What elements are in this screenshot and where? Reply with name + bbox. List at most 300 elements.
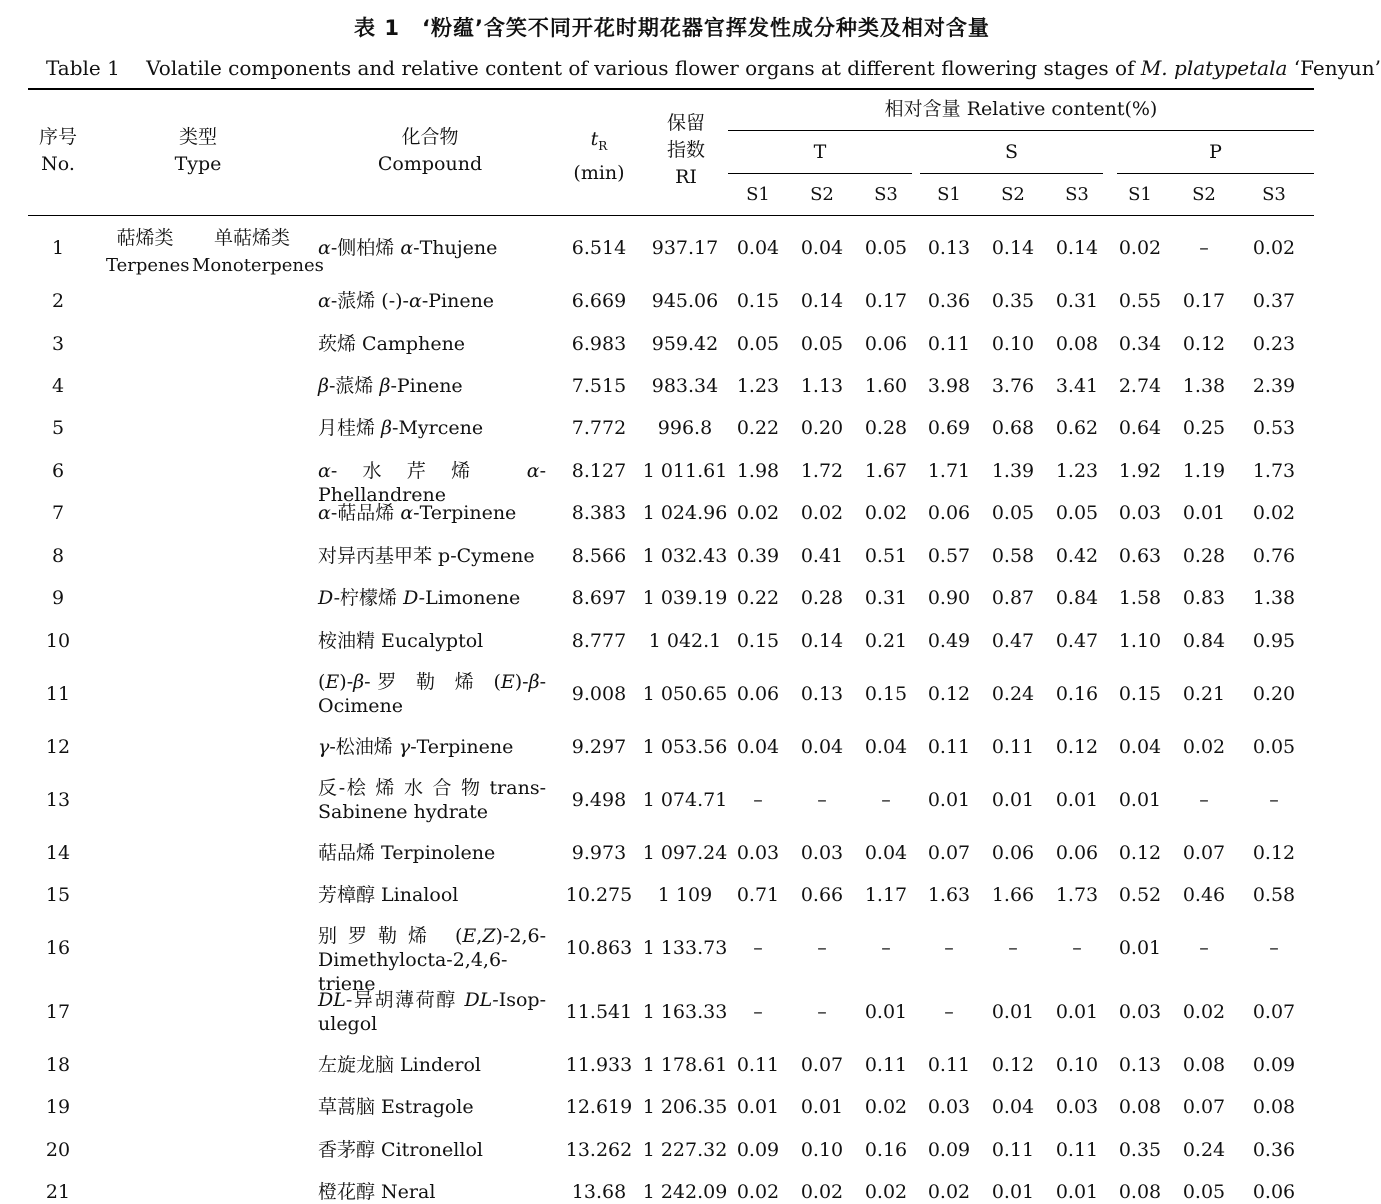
compound-name-line1: α-水芹烯 α-Phellandrene: [318, 460, 546, 506]
relative-content-value: –: [944, 1001, 954, 1023]
relative-content-value: 0.28: [1182, 545, 1226, 567]
relative-content-value: 1.19: [1182, 460, 1226, 482]
compound-name: [318, 1138, 546, 1162]
relative-content-value: 0.03: [736, 842, 780, 864]
type-level1-cn: 萜烯类: [116, 227, 174, 249]
row-number: 7: [51, 502, 65, 524]
relative-content-value: 0.64: [1118, 417, 1162, 439]
relative-content-value: 0.08: [1118, 1096, 1162, 1118]
row-number: 19: [45, 1096, 71, 1118]
retention-index: 1 039.19: [642, 587, 728, 609]
header-no: [28, 124, 88, 178]
relative-content-value: 0.14: [1055, 237, 1099, 259]
relative-content-value: 0.15: [736, 630, 780, 652]
compound-name: [318, 1095, 546, 1119]
retention-index: 1 163.33: [642, 1001, 728, 1023]
relative-content-value: –: [817, 937, 827, 959]
relative-content-value: 0.02: [800, 1181, 844, 1203]
header-compound: [350, 124, 510, 178]
relative-content-value: 0.02: [736, 1181, 780, 1203]
relative-content-value: 0.03: [1055, 1096, 1099, 1118]
compound-name: [318, 776, 546, 824]
relative-content-value: 0.20: [1252, 683, 1296, 705]
relative-content-value: 0.01: [1118, 937, 1162, 959]
relative-content-value: –: [1199, 789, 1209, 811]
compound-name-line1: α-侧柏烯 α-Thujene: [318, 237, 498, 259]
row-number: 21: [45, 1181, 71, 1203]
relative-content-value: 0.11: [991, 1139, 1035, 1161]
caption-en-prefix: Table 1 Volatile components and relative content of various flower organs at different flowering stages of: [46, 56, 1141, 80]
relative-content-value: 1.73: [1055, 884, 1099, 906]
compound-name: [318, 670, 546, 718]
relative-content-value: –: [817, 789, 827, 811]
header-stage-p-s3: S3: [1262, 184, 1286, 205]
header-subrule-group-p: [1117, 173, 1314, 174]
table-caption-en: [46, 52, 1381, 81]
row-number: 14: [45, 842, 71, 864]
relative-content-value: 0.34: [1118, 333, 1162, 355]
retention-time: 10.863: [565, 937, 633, 959]
compound-name-line1: 反-桧 烯 水 合 物 trans-: [318, 777, 546, 799]
relative-content-value: 0.11: [736, 1054, 780, 1076]
relative-content-value: 0.31: [864, 587, 908, 609]
relative-content-value: 0.12: [1182, 333, 1226, 355]
compound-name-line1: 萜品烯 Terpinolene: [318, 842, 496, 864]
relative-content-value: 0.66: [800, 884, 844, 906]
relative-content-value: 0.11: [991, 736, 1035, 758]
table-header-rule: [28, 215, 1314, 216]
relative-content-value: 1.63: [927, 884, 971, 906]
header-retention-time: [562, 126, 636, 187]
relative-content-value: 0.05: [1182, 1181, 1226, 1203]
row-number: 4: [51, 375, 65, 397]
relative-content-value: 0.08: [1118, 1181, 1162, 1203]
relative-content-value: 0.31: [1055, 290, 1099, 312]
header-ri-l2: 指数: [666, 139, 705, 161]
row-number: 5: [51, 417, 65, 439]
relative-content-value: 1.71: [927, 460, 971, 482]
retention-time: 12.619: [565, 1096, 633, 1118]
relative-content-value: 0.04: [800, 736, 844, 758]
relative-content-value: 0.76: [1252, 545, 1296, 567]
relative-content-value: 0.11: [864, 1054, 908, 1076]
relative-content-value: 0.06: [736, 683, 780, 705]
compound-name-line1: D-柠檬烯 D-Limonene: [318, 587, 521, 609]
relative-content-value: 1.73: [1252, 460, 1296, 482]
relative-content-value: 0.15: [1118, 683, 1162, 705]
compound-name: [318, 629, 546, 653]
relative-content-value: 0.02: [927, 1181, 971, 1203]
retention-time: 13.262: [565, 1139, 633, 1161]
type-level2-cn: 单萜烯类: [213, 227, 290, 249]
retention-index: 1 109: [657, 884, 713, 906]
retention-index: 1 097.24: [642, 842, 728, 864]
relative-content-value: 1.39: [991, 460, 1035, 482]
row-number: 3: [51, 333, 65, 355]
relative-content-value: 0.55: [1118, 290, 1162, 312]
type-level2-en: Monoterpenes: [192, 255, 324, 276]
retention-time: 6.669: [571, 290, 627, 312]
compound-name-line1: 香茅醇 Citronellol: [318, 1139, 483, 1161]
relative-content-value: 0.04: [736, 736, 780, 758]
retention-time: 8.383: [571, 502, 627, 524]
relative-content-value: 0.04: [991, 1096, 1035, 1118]
retention-index: 1 206.35: [642, 1096, 728, 1118]
compound-name: [318, 1053, 546, 1077]
relative-content-value: 0.95: [1252, 630, 1296, 652]
relative-content-value: 0.35: [991, 290, 1035, 312]
relative-content-value: 1.92: [1118, 460, 1162, 482]
retention-time: 6.514: [571, 237, 627, 259]
relative-content-value: 0.47: [1055, 630, 1099, 652]
relative-content-value: 0.05: [991, 502, 1035, 524]
compound-name-line1: 莰烯 Camphene: [318, 333, 466, 355]
retention-index: 945.06: [651, 290, 719, 312]
retention-index: 1 227.32: [642, 1139, 728, 1161]
retention-index: 1 133.73: [642, 937, 728, 959]
relative-content-value: 2.74: [1118, 375, 1162, 397]
row-number: 20: [45, 1139, 71, 1161]
relative-content-value: 0.12: [1055, 736, 1099, 758]
relative-content-value: 0.87: [991, 587, 1035, 609]
compound-name-line1: α-萜品烯 α-Terpinene: [318, 502, 517, 524]
compound-name: [318, 586, 546, 610]
compound-name-line1: 月桂烯 β-Myrcene: [318, 417, 484, 439]
relative-content-value: 0.05: [800, 333, 844, 355]
relative-content-value: 0.01: [1055, 789, 1099, 811]
compound-name: [318, 289, 546, 313]
relative-content-value: 0.52: [1118, 884, 1162, 906]
header-group-s: S: [1004, 141, 1019, 163]
relative-content-value: 0.04: [736, 237, 780, 259]
relative-content-value: 0.11: [927, 333, 971, 355]
relative-content-value: 0.09: [1252, 1054, 1296, 1076]
relative-content-value: 0.01: [1182, 502, 1226, 524]
type-level1-en: Terpenes: [106, 255, 190, 276]
relative-content-value: 0.83: [1182, 587, 1226, 609]
relative-content-value: 1.23: [1055, 460, 1099, 482]
compound-name: [318, 374, 546, 398]
relative-content-value: 0.22: [736, 587, 780, 609]
header-stage-p-s2: S2: [1192, 184, 1216, 205]
relative-content-value: 0.09: [736, 1139, 780, 1161]
relative-content-value: 0.09: [927, 1139, 971, 1161]
relative-content-value: 0.11: [927, 736, 971, 758]
compound-name: [318, 544, 546, 568]
relative-content-value: 1.13: [800, 375, 844, 397]
header-type: [140, 124, 256, 178]
relative-content-value: 0.01: [1055, 1001, 1099, 1023]
relative-content-value: 0.15: [736, 290, 780, 312]
compound-name: [318, 1180, 546, 1204]
relative-content-value: 0.01: [800, 1096, 844, 1118]
row-number: 6: [51, 460, 65, 482]
retention-index: 1 024.96: [642, 502, 728, 524]
relative-content-value: 0.05: [1055, 502, 1099, 524]
header-group-p: P: [1209, 141, 1222, 163]
relative-content-value: 0.07: [1252, 1001, 1296, 1023]
relative-content-value: –: [753, 1001, 763, 1023]
relative-content-value: 0.12: [1118, 842, 1162, 864]
relative-content-value: 0.02: [1252, 237, 1296, 259]
relative-content-value: 0.03: [927, 1096, 971, 1118]
header-ri-l3: RI: [675, 166, 697, 188]
relative-content-value: 0.07: [1182, 842, 1226, 864]
type-level1: [106, 225, 190, 279]
retention-time: 9.498: [571, 789, 627, 811]
relative-content-value: –: [1072, 937, 1082, 959]
relative-content-value: 0.57: [927, 545, 971, 567]
retention-index: 1 011.61: [642, 460, 728, 482]
compound-name: [318, 459, 546, 507]
relative-content-value: –: [817, 1001, 827, 1023]
retention-index: 1 074.71: [642, 789, 728, 811]
relative-content-value: 0.36: [1252, 1139, 1296, 1161]
header-tr-sub: R: [598, 138, 608, 153]
relative-content-value: 0.03: [800, 842, 844, 864]
retention-index: 1 053.56: [642, 736, 728, 758]
table-top-rule: [28, 88, 1314, 90]
relative-content-value: 0.39: [736, 545, 780, 567]
relative-content-value: 0.01: [864, 1001, 908, 1023]
header-ri: [644, 110, 728, 191]
relative-content-value: 1.66: [991, 884, 1035, 906]
relative-content-value: 0.69: [927, 417, 971, 439]
relative-content-value: 0.25: [1182, 417, 1226, 439]
relative-content-value: 0.01: [736, 1096, 780, 1118]
relative-content-value: 0.35: [1118, 1139, 1162, 1161]
row-number: 18: [45, 1054, 71, 1076]
relative-content-value: 1.72: [800, 460, 844, 482]
relative-content-value: 0.10: [991, 333, 1035, 355]
compound-name: [318, 735, 546, 759]
relative-content-value: 0.16: [1055, 683, 1099, 705]
compound-name: [318, 332, 546, 356]
relative-content-value: 0.04: [864, 842, 908, 864]
relative-content-value: 0.01: [991, 1181, 1035, 1203]
header-stage-t-s1: S1: [746, 184, 770, 205]
relative-content-value: 0.58: [1252, 884, 1296, 906]
relative-content-value: 1.98: [736, 460, 780, 482]
compound-name-line1: 桉油精 Eucalyptol: [318, 630, 484, 652]
compound-name-line2: ulegol: [318, 1013, 378, 1035]
relative-content-value: 0.13: [1118, 1054, 1162, 1076]
compound-name-line1: 橙花醇 Neral: [318, 1181, 436, 1203]
row-number: 13: [45, 789, 71, 811]
retention-time: 10.275: [565, 884, 633, 906]
retention-index: 959.42: [651, 333, 719, 355]
relative-content-value: 0.13: [800, 683, 844, 705]
relative-content-value: 0.03: [1118, 502, 1162, 524]
retention-index: 1 032.43: [642, 545, 728, 567]
relative-content-value: 0.12: [927, 683, 971, 705]
relative-content-value: 3.41: [1055, 375, 1099, 397]
relative-content-value: 0.07: [927, 842, 971, 864]
relative-content-value: 0.14: [991, 237, 1035, 259]
relative-content-value: 0.16: [864, 1139, 908, 1161]
retention-time: 6.983: [571, 333, 627, 355]
relative-content-value: 0.21: [864, 630, 908, 652]
header-stage-p-s1: S1: [1128, 184, 1152, 205]
relative-content-value: 0.02: [1182, 1001, 1226, 1023]
relative-content-value: 0.08: [1182, 1054, 1226, 1076]
retention-time: 11.933: [565, 1054, 633, 1076]
caption-species: M. platypetala: [1140, 56, 1288, 80]
relative-content-value: 0.51: [864, 545, 908, 567]
relative-content-value: 1.67: [864, 460, 908, 482]
type-level2: [192, 225, 324, 279]
relative-content-value: 0.02: [864, 1096, 908, 1118]
header-subrule-group-s: [920, 173, 1103, 174]
relative-content-value: –: [944, 937, 954, 959]
compound-name-line1: γ-松油烯 γ-Terpinene: [318, 736, 514, 758]
header-subrule-relative: [728, 130, 1314, 131]
relative-content-value: 0.07: [1182, 1096, 1226, 1118]
relative-content-value: 0.08: [1252, 1096, 1296, 1118]
row-number: 16: [45, 937, 71, 959]
relative-content-value: 1.38: [1182, 375, 1226, 397]
retention-time: 9.297: [571, 736, 627, 758]
row-number: 10: [45, 630, 71, 652]
relative-content-value: 0.04: [1118, 736, 1162, 758]
row-number: 17: [45, 1001, 71, 1023]
header-group-t: T: [813, 141, 827, 163]
relative-content-value: 0.06: [1252, 1181, 1296, 1203]
header-tr-unit: (min): [573, 161, 625, 184]
header-relative-content: 相对含量 Relative content(%): [884, 98, 1158, 120]
retention-time: 7.772: [571, 417, 627, 439]
relative-content-value: 0.42: [1055, 545, 1099, 567]
relative-content-value: 1.60: [864, 375, 908, 397]
relative-content-value: 0.04: [800, 237, 844, 259]
relative-content-value: 0.20: [800, 417, 844, 439]
relative-content-value: 0.06: [991, 842, 1035, 864]
header-stage-s-s2: S2: [1001, 184, 1025, 205]
relative-content-value: –: [1269, 937, 1279, 959]
retention-time: 8.777: [571, 630, 627, 652]
header-no-en: No.: [41, 153, 75, 175]
relative-content-value: 0.36: [927, 290, 971, 312]
relative-content-value: 0.15: [864, 683, 908, 705]
retention-time: 13.68: [571, 1181, 627, 1203]
compound-name-line1: 别罗勒烯 (E,Z)-2,6-: [318, 925, 546, 947]
header-type-en: Type: [174, 153, 222, 175]
row-number: 8: [51, 545, 65, 567]
relative-content-value: 0.10: [1055, 1054, 1099, 1076]
retention-time: 9.973: [571, 842, 627, 864]
compound-name-line1: 草蒿脑 Estragole: [318, 1096, 474, 1118]
compound-name: [318, 236, 546, 260]
relative-content-value: 0.02: [1182, 736, 1226, 758]
compound-name-line1: 对异丙基甲苯 p-Cymene: [318, 545, 535, 567]
relative-content-value: 0.17: [864, 290, 908, 312]
retention-time: 8.127: [571, 460, 627, 482]
relative-content-value: 0.68: [991, 417, 1035, 439]
relative-content-value: 0.53: [1252, 417, 1296, 439]
relative-content-value: 1.17: [864, 884, 908, 906]
relative-content-value: 3.98: [927, 375, 971, 397]
relative-content-value: 1.58: [1118, 587, 1162, 609]
relative-content-value: 0.90: [927, 587, 971, 609]
relative-content-value: –: [1199, 237, 1209, 259]
relative-content-value: 0.46: [1182, 884, 1226, 906]
retention-time: 7.515: [571, 375, 627, 397]
compound-name-line1: (E)-β-罗 勒 烯 (E)-β-: [318, 671, 546, 693]
compound-name: [318, 883, 546, 907]
relative-content-value: 0.58: [991, 545, 1035, 567]
relative-content-value: 0.05: [736, 333, 780, 355]
retention-time: 8.697: [571, 587, 627, 609]
header-stage-s-s3: S3: [1065, 184, 1089, 205]
relative-content-value: 0.06: [927, 502, 971, 524]
relative-content-value: –: [1008, 937, 1018, 959]
relative-content-value: 0.02: [1252, 502, 1296, 524]
header-no-cn: 序号: [38, 126, 77, 148]
row-number: 12: [45, 736, 71, 758]
relative-content-value: –: [753, 937, 763, 959]
relative-content-value: 0.06: [1055, 842, 1099, 864]
relative-content-value: 0.24: [1182, 1139, 1226, 1161]
relative-content-value: 0.22: [736, 417, 780, 439]
row-number: 1: [51, 237, 65, 259]
header-stage-s-s1: S1: [937, 184, 961, 205]
relative-content-value: 0.01: [927, 789, 971, 811]
relative-content-value: 0.28: [800, 587, 844, 609]
compound-name-line2: Ocimene: [318, 695, 404, 717]
relative-content-value: 0.71: [736, 884, 780, 906]
relative-content-value: 0.12: [1252, 842, 1296, 864]
header-tr-symbol: t: [590, 128, 599, 150]
row-number: 9: [51, 587, 65, 609]
relative-content-value: –: [1269, 789, 1279, 811]
compound-name: [318, 988, 546, 1036]
relative-content-value: 3.76: [991, 375, 1035, 397]
relative-content-value: 0.08: [1055, 333, 1099, 355]
caption-en-suffix: ‘Fenyun’: [1287, 56, 1381, 80]
relative-content-value: 0.14: [800, 290, 844, 312]
relative-content-value: 0.14: [800, 630, 844, 652]
relative-content-value: 0.62: [1055, 417, 1099, 439]
compound-name-line1: DL-异胡薄荷醇 DL-Isop-: [318, 989, 546, 1011]
relative-content-value: 0.01: [991, 1001, 1035, 1023]
relative-content-value: –: [753, 789, 763, 811]
retention-index: 996.8: [657, 417, 713, 439]
relative-content-value: 0.04: [864, 736, 908, 758]
retention-index: 1 178.61: [642, 1054, 728, 1076]
relative-content-value: 0.01: [1055, 1181, 1099, 1203]
compound-name: [318, 501, 546, 525]
compound-name-line1: α-蒎烯 (-)-α-Pinene: [318, 290, 495, 312]
relative-content-value: 0.17: [1182, 290, 1226, 312]
relative-content-value: 1.10: [1118, 630, 1162, 652]
compound-name-line1: β-蒎烯 β-Pinene: [318, 375, 463, 397]
relative-content-value: 0.01: [1118, 789, 1162, 811]
retention-time: 9.008: [571, 683, 627, 705]
row-number: 2: [51, 290, 65, 312]
relative-content-value: 0.13: [927, 237, 971, 259]
relative-content-value: 0.84: [1055, 587, 1099, 609]
header-type-cn: 类型: [178, 126, 217, 148]
retention-index: 1 242.09: [642, 1181, 728, 1203]
relative-content-value: 0.28: [864, 417, 908, 439]
relative-content-value: 0.84: [1182, 630, 1226, 652]
retention-index: 937.17: [651, 237, 719, 259]
retention-time: 11.541: [565, 1001, 633, 1023]
relative-content-value: 0.11: [927, 1054, 971, 1076]
relative-content-value: 0.49: [927, 630, 971, 652]
relative-content-value: 0.02: [736, 502, 780, 524]
relative-content-value: 0.02: [1118, 237, 1162, 259]
